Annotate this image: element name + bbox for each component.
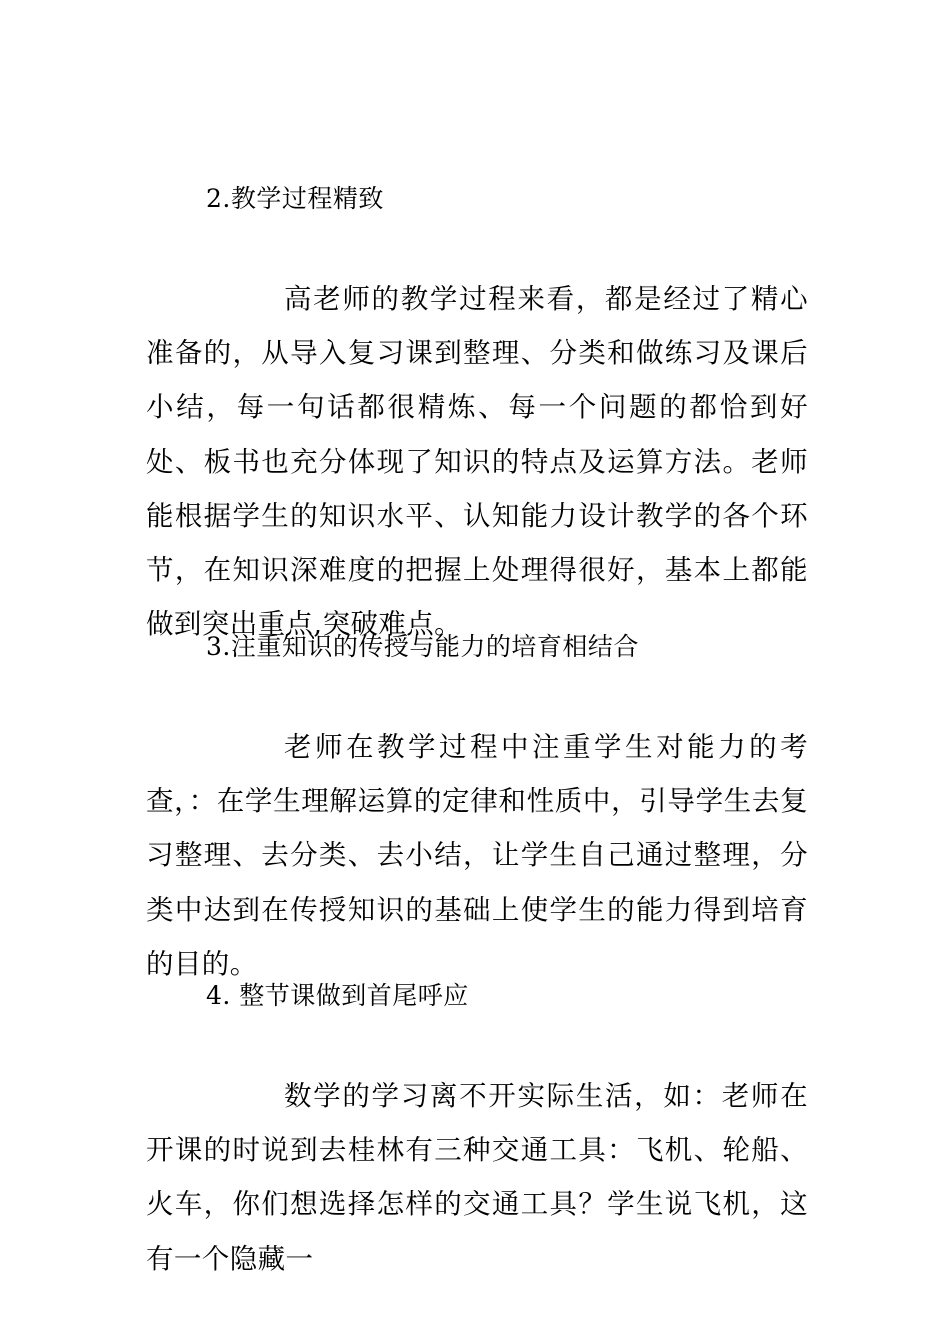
section-paragraph: 数学的学习离不开实际生活，如：老师在开课的时说到去桂林有三种交通工具：飞机、轮船、火车，你们想选择怎样的交通工具？学生说飞机，这有一个隐藏一 [146,1080,808,1275]
section-paragraph: 老师在教学过程中注重学生对能力的考查，：在学生理解运算的定律和性质中，引导学生去复习整理、去分类、去小结，让学生自己通过整理，分类中达到在传授知识的基础上使学生的能力得到培育的目的。 [146,731,808,980]
section-heading: 4. 整节课做到首尾呼应 [206,981,469,1010]
section-paragraph: 高老师的教学过程来看，都是经过了精心准备的，从导入复习课到整理、分类和做练习及课后小结，每一句话都很精炼、每一个问题的都恰到好处、板书也充分体现了知识的特点及运算方法。老师能根据学生的知识水平、认知能力设计教学的各个环节，在知识深难度的把握上处理得很好，基本上都能做到突出重点,突破难点。 [146,283,808,641]
section-heading: 2.教学过程精致 [206,184,384,213]
section-heading: 3.注重知识的传授与能力的培育相结合 [206,632,639,661]
